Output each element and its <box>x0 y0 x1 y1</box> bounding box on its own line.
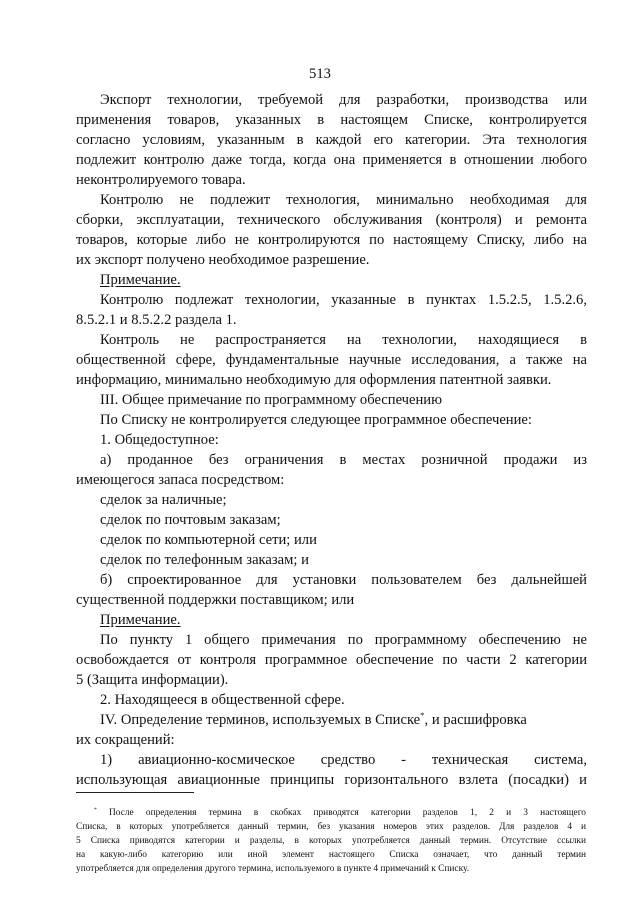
footnote-marker: * <box>420 710 425 721</box>
footnote-line: употребляется для определения другого термина, используемого в пункте 4 примечаний к Списку. <box>76 864 470 874</box>
footnote-line: Списка, в которых употребляется данный термин, без указания номеров этих разделов. Для разделов 4 и <box>76 822 586 832</box>
paragraph-line: Контролю не подлежит технология, минимально необходимая для <box>100 192 587 208</box>
paragraph-line: сборки, эксплуатации, технического обслуживания (контроля) и ремонта <box>76 212 587 228</box>
footnote-divider <box>76 792 194 793</box>
term-definition: использующая авиационные принципы горизонтального взлета (посадки) и <box>76 772 587 788</box>
sub-list-item: сделок по компьютерной сети; или <box>100 532 317 548</box>
sub-list-item: сделок по почтовым заказам; <box>100 512 281 528</box>
footnote-line: * После определения термина в скобках приводятся категории разделов 1, 2 и 3 настоящего <box>94 806 586 818</box>
paragraph-line: общественной сфере, фундаментальные научные исследования, а также на <box>76 352 587 368</box>
note-heading: Примечание. <box>100 272 181 288</box>
list-item: существенной поддержки поставщиком; или <box>76 592 355 608</box>
paragraph-line: По пункту 1 общего примечания по программному обеспечению не <box>100 632 587 648</box>
footnote-marker: * <box>94 806 97 813</box>
footnote-line: 5 Списка приводятся категории и разделы, в которых употребляется данный термин. Отсутствие ссылки <box>76 836 586 846</box>
list-item: б) спроектированное для установки пользователем без дальнейшей <box>100 572 587 588</box>
note-heading: Примечание. <box>100 612 181 628</box>
footnote-line: на какую-либо категорию или иной элемент настоящего Списка означает, что данный термин <box>76 850 586 860</box>
section-heading: их сокращений: <box>76 732 175 748</box>
paragraph-line: Экспорт технологии, требуемой для разработки, производства или <box>100 92 587 108</box>
paragraph-line: информацию, минимально необходимую для оформления патентной заявки. <box>76 372 552 388</box>
paragraph-line: товаров, которые либо не контролируются по настоящему Списку, либо на <box>76 232 587 248</box>
paragraph-line: освобождается от контроля программное обеспечение по части 2 категории <box>76 652 587 668</box>
sub-list-item: сделок за наличные; <box>100 492 227 508</box>
paragraph-line: их экспорт получено необходимое разрешение. <box>76 252 370 268</box>
paragraph-line: 8.5.2.1 и 8.5.2.2 раздела 1. <box>76 312 237 328</box>
paragraph-line: Контроль не распространяется на технологии, находящиеся в <box>100 332 587 348</box>
list-item: 2. Находящееся в общественной сфере. <box>100 692 345 708</box>
list-item: а) проданное без ограничения в местах розничной продажи из <box>100 452 587 468</box>
sub-list-item: сделок по телефонным заказам; и <box>100 552 309 568</box>
list-item: 1. Общедоступное: <box>100 432 219 448</box>
section-heading: IV. Определение терминов, используемых в Списке*, и расшифровка <box>100 710 527 728</box>
section-heading: III. Общее примечание по программному обеспечению <box>100 392 443 408</box>
paragraph-line: неконтролируемого товара. <box>76 172 246 188</box>
paragraph-line: подлежит контролю даже тогда, когда она применяется в отношении любого <box>76 152 587 168</box>
paragraph-line: 5 (Защита информации). <box>76 672 229 688</box>
list-item: имеющегося запаса посредством: <box>76 472 285 488</box>
paragraph-line: согласно условиям, указанным в каждой его категории. Эта технология <box>76 132 587 148</box>
page-number: 513 <box>309 66 331 82</box>
term-definition: 1) авиационно-космическое средство - техническая система, <box>100 752 587 768</box>
paragraph-line: Контролю подлежат технологии, указанные в пунктах 1.5.2.5, 1.5.2.6, <box>100 292 587 308</box>
paragraph-line: По Списку не контролируется следующее программное обеспечение: <box>100 412 532 428</box>
paragraph-line: применения товаров, указанных в настоящем Списке, контролируется <box>76 112 587 128</box>
